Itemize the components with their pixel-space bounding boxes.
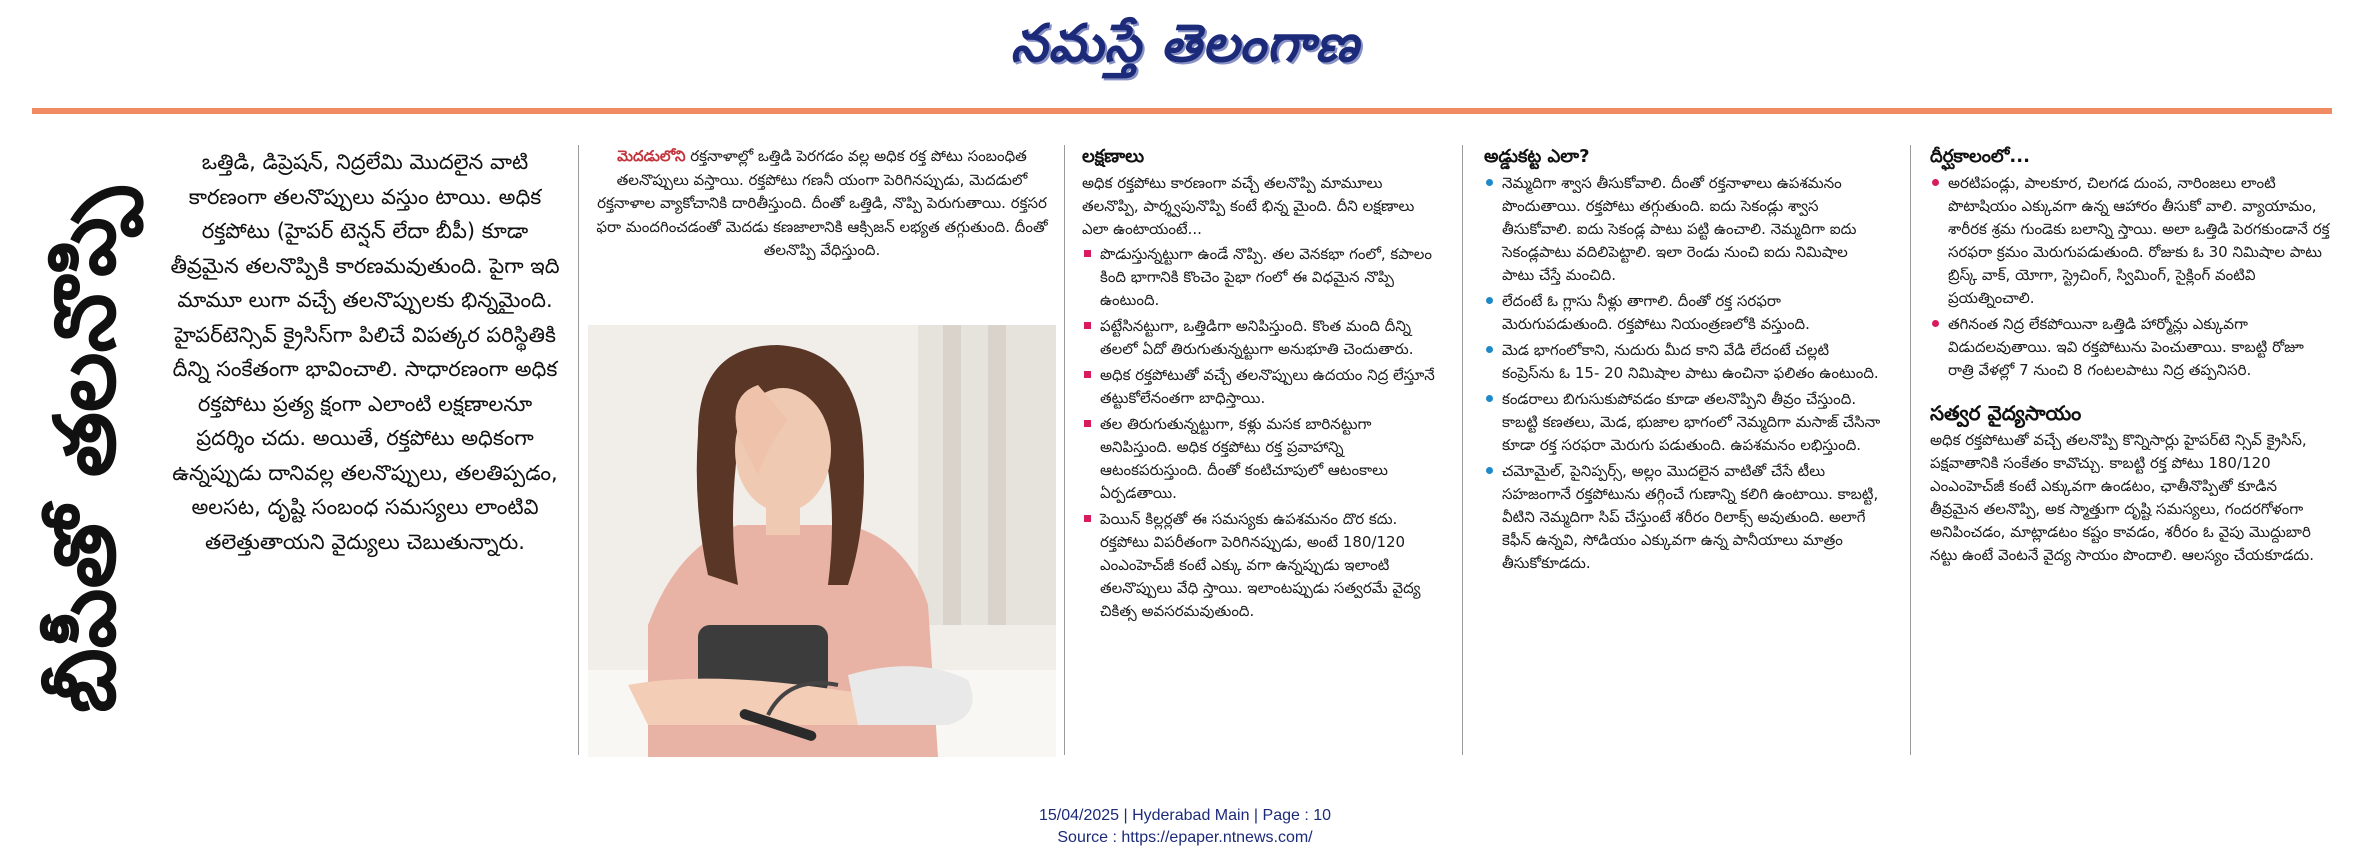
masthead-rule <box>32 108 2332 114</box>
symptoms-heading: లక్షణాలు <box>1082 146 1145 167</box>
urgent-text: అధిక రక్తపోటుతో వచ్చే తలనొప్పి కొన్నిసార్లు హైపర్‌టె న్సివ్ క్రైసిస్, పక్షవాతానికి సంకేతం కావొచ్చు. కాబట్టి రక్త పోటు 180/120 ఎంఎంహెచ్‌జీ కంటే ఎక్కువగా ఉండటం, ఛాతీనొప్పితో కూడిన తీవ్రమైన తలనొప్పి, అక స్మాత్తుగా దృష్టి సమస్యలు, గందరగోళంగా అనిపించడం, మాట్లాడటం కష్టం కావడం, శరీరం ఓ వైపు మొద్దుబారి నట్టు ఉంటే వెంటనే వైద్య సాయం పొందాలి. ఆలస్యం చేయకూడదు. <box>1930 431 2314 564</box>
list-item: తల తిరుగుతున్నట్టుగా, కళ్లు మసక బారినట్టుగా అనిపిస్తుంది. అధిక రక్తపోటు రక్త ప్రవాహాన్ని ఆటంకపరుస్తుంది. దీంతో కంటిచూపులో ఆటంకాలు ఏర్పడతాయి. <box>1082 413 1442 505</box>
list-item: తగినంత నిద్ర లేకపోయినా ఒత్తిడి హార్మోన్లు ఎక్కువగా విడుదలవుతాయి. ఇవి రక్తపోటును పెంచుతాయి. కాబట్టి రోజూ రాత్రి వేళల్లో 7 నుంచి 8 గంటలపాటు నిద్ర తప్పనిసరి. <box>1930 313 2330 382</box>
bullet-dot-icon <box>1486 467 1493 474</box>
list-item: పట్టేసినట్టుగా, ఒత్తిడిగా అనిపిస్తుంది. కొంత మంది దీన్ని తలలో ఏదో తిరుగుతున్నట్టుగా అనుభూతి చెందుతారు. <box>1082 315 1442 361</box>
bullet-square-icon <box>1084 371 1091 378</box>
lead-paragraph: ఒత్తిడి, డిప్రెషన్, నిద్రలేమి మొదలైన వాటి కారణంగా తలనొప్పులు వస్తుం టాయి. అధిక రక్తపోటు (హైపర్ టెన్షన్ లేదా బీపీ) కూడా తీవ్రమైన తలనొప్పికి కారణమవుతుంది. పైగా ఇది మామూ లుగా వచ్చే తలనొప్పులకు భిన్నమైంది. హైపర్‌టెన్సివ్ క్రైసిస్‌గా పిలిచే విపత్కర పరిస్థితికి దీన్ని సంకేతంగా భావించాలి. సాధారణంగా అధిక రక్తపోటు ప్రత్య క్షంగా ఎలాంటి లక్షణాలనూ ప్రదర్శిం చదు. అయితే, రక్తపోటు అధికంగా ఉన్నప్పుడు దానివల్ల తలనొప్పులు, తలతిప్పడం, అలసట, దృష్టి సంబంధ సమస్యలు లాంటివి తలెత్తుతాయని వైద్యులు చెబుతున్నారు. <box>170 150 560 554</box>
headline-text: బీపీతో తలనొప్పి <box>35 186 135 714</box>
bullet-dot-icon <box>1486 395 1493 402</box>
list-item: పొడుస్తున్నట్టుగా ఉండే నొప్పి. తల వెనకభా గంలో, కపాలం కింది భాగానికి కొంచెం పైభా గంలో ఈ విధమైన నొప్పి ఉంటుంది. <box>1082 243 1442 312</box>
bullet-dot-icon <box>1486 179 1493 186</box>
list-item: చమోమైల్, పైనిప్పర్స్, అల్లం మొదలైన వాటితో చేసే టీలు సహజంగానే రక్తపోటును తగ్గించే గుణాన్ని కలిగి ఉంటాయి. కాబట్టి, వీటిని నెమ్మదిగా సిప్ చేస్తుంటే శరీరం రిలాక్స్‌ అవుతుంది. అలాగే కెఫీన్ ఉన్నవి, సోడియం ఎక్కువగా ఉన్న పానీయాలు మాత్రం తీసుకోకూడదు. <box>1484 460 1884 575</box>
kicker: మెదడులోని <box>617 147 686 165</box>
list-item: లేదంటే ఓ గ్లాసు నీళ్లు తాగాలి. దీంతో రక్త సరఫరా మెరుగుపడుతుంది. రక్తపోటు నియంత్రణలోకి వస్తుంది. <box>1484 290 1884 336</box>
longterm-column <box>1930 145 2330 569</box>
list-item: పెయిన్ కిల్లర్లతో ఈ సమస్యకు ఉపశమనం దొర కదు. రక్తపోటు విపరీతంగా పెరిగినప్పుడు, అంటే 180/120 ఎంఎంహెచ్‌జీ కంటే ఎక్కు వగా ఉన్నప్పుడు ఇలాంటి తలనొప్పులు వేధి స్తాయి. ఇలాంటప్పుడు సత్వరమే వైద్య చికిత్స అవసరమవుతుంది. <box>1082 508 1442 623</box>
page-footer <box>0 805 2370 849</box>
symptoms-column <box>1082 145 1442 626</box>
list-item: అరటిపండ్లు, పాలకూర, చిలగడ దుంప, నారింజలు లాంటి పొటాషియం ఎక్కువగా ఉన్న ఆహారం తీసుకో వాలి. వ్యాయామం, శారీరక శ్రమ గుండెకు బలాన్ని స్తాయి. అలా ఒత్తిడి పెరగకుండానే రక్త సరఫరా క్రమం మెరుగుపడుతుంది. రోజుకు ఓ 30 నిమిషాల పాటు బ్రిస్క్ వాక్, యోగా, స్ట్రెచింగ్, స్విమింగ్, సైక్లింగ్ వంటివి ప్రయత్నించాలి. <box>1930 172 2330 310</box>
intro-column <box>592 145 1052 263</box>
prevention-column <box>1484 145 1884 578</box>
photo-illustration <box>588 325 1056 757</box>
lead-column <box>170 145 560 559</box>
prevention-heading: అడ్డుకట్ట ఎలా? <box>1484 146 1590 167</box>
urgent-heading: సత్వర వైద్యసాయం <box>1930 401 2082 425</box>
symptoms-intro: అధిక రక్తపోటు కారణంగా వచ్చే తలనొప్పి మామూలు తలనొప్పి, పార్శ్వపునొప్పి కంటే భిన్న మైంది. దీని లక్షణాలు ఎలా ఉంటాయంటే... <box>1082 174 1415 238</box>
list-item: నెమ్మదిగా శ్వాస తీసుకోవాలి. దీంతో రక్తనాళాలు ఉపశమనం పొందుతాయి. రక్తపోటు తగ్గుతుంది. ఐదు సెకండ్లు శ్వాస తీసుకోవాలి. ఐదు సెకండ్ల పాటు పట్టి ఉంచాలి. నెమ్మదిగా ఐదు సెకండ్లపాటు వదిలిపెట్టాలి. ఇలా రెండు నుంచి ఐదు నిమిషాల పాటు చేస్తే మంచిది. <box>1484 172 1884 287</box>
column-divider <box>1462 145 1463 755</box>
bullet-square-icon <box>1084 515 1091 522</box>
list-item: కండరాలు బిగుసుకుపోవడం కూడా తలనొప్పిని తీవ్రం చేస్తుంది. కాబట్టి కణతలు, మెడ, భుజాల భాగంలో నెమ్మదిగా మసాజ్ చేసినా కూడా రక్త సరఫరా మెరుగు పడుతుంది. ఉపశమనం లభిస్తుంది. <box>1484 388 1884 457</box>
list-item: అధిక రక్తపోటుతో వచ్చే తలనొప్పులు ఉదయం నిద్ర లేస్తూనే తట్టుకోలేనంతగా బాధిస్తాయి. <box>1082 364 1442 410</box>
column-divider <box>1064 145 1065 755</box>
edition-info: 15/04/2025 | Hyderabad Main | Page : 10 <box>1038 807 1332 824</box>
woman-headache-bp-photo <box>588 325 1056 757</box>
list-item: మెడ భాగంలోకాని, నుదురు మీద కాని వేడి లేదంటే చల్లటి కంప్రెస్‌ను ఓ 15- 20 నిమిషాల పాటు ఉంచినా ఫలితం ఉంటుంది. <box>1484 339 1884 385</box>
intro-text: రక్తనాళాల్లో ఒత్తిడి పెరగడం వల్ల అధిక రక్త పోటు సంబంధిత తలనొప్పులు వస్తాయి. రక్తపోటు గణనీ యంగా పెరిగినప్పుడు, మెదడులో రక్తనాళాల వ్యాకోచానికి దారితీస్తుంది. దీంతో ఒత్తిడి, నొప్పి పెరుగుతాయి. రక్తసర ఫరా మందగించడంతో మెదడు కణజాలానికి ఆక్సిజన్ లభ్యత తగ్గుతుంది. దీంతో తలనొప్పి వేధిస్తుంది. <box>596 147 1048 259</box>
vertical-headline <box>30 140 160 760</box>
bullet-dot-icon <box>1932 320 1939 327</box>
bullet-dot-icon <box>1486 297 1493 304</box>
bullet-dot-icon <box>1932 179 1939 186</box>
longterm-heading: దీర్ఘకాలంలో... <box>1930 146 2030 167</box>
symptoms-list <box>1082 243 1442 623</box>
newspaper-title: నమస్తే తెలంగాణ <box>1010 13 1360 74</box>
column-divider <box>578 145 579 755</box>
bullet-square-icon <box>1084 250 1091 257</box>
longterm-list <box>1930 172 2330 382</box>
bullet-square-icon <box>1084 322 1091 329</box>
prevention-list <box>1484 172 1884 575</box>
source-link: Source : https://epaper.ntnews.com/ <box>1057 829 1313 846</box>
bullet-dot-icon <box>1486 346 1493 353</box>
bullet-square-icon <box>1084 420 1091 427</box>
column-divider <box>1910 145 1911 755</box>
masthead <box>0 0 2370 100</box>
